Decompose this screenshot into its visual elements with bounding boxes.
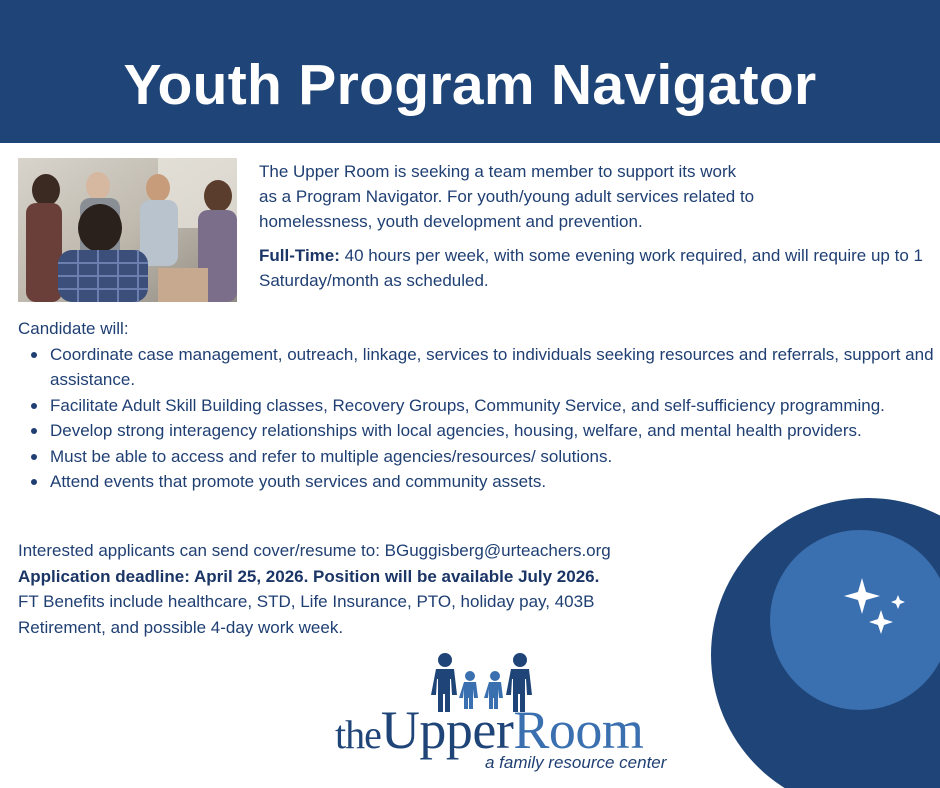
intro-line: as a Program Navigator. For youth/young adult services related to [259, 187, 755, 206]
logo-upper: Upper [380, 700, 514, 760]
sparkle-icon [844, 578, 905, 634]
list-item: Coordinate case management, outreach, linkage, services to individuals seeking resources and referrals, support and assistance. [50, 342, 940, 393]
intro-paragraph [259, 159, 931, 234]
logo-the: the [335, 712, 381, 757]
candidate-heading: Candidate will: [18, 319, 129, 338]
contact-line: Interested applicants can send cover/resume to: BGuggisberg@urteachers.org [18, 541, 611, 560]
group-meeting-photo [18, 158, 237, 302]
header-banner [0, 0, 940, 143]
benefits-line: Retirement, and possible 4-day work week. [18, 617, 344, 637]
intro-line: homelessness, youth development and prevention. [259, 212, 643, 231]
deadline-line: Application deadline: April 25, 2026. Position will be available July 2026. [18, 566, 600, 586]
benefits-line: FT Benefits include healthcare, STD, Life Insurance, PTO, holiday pay, 403B [18, 592, 595, 611]
page-title: Youth Program Navigator [123, 53, 817, 117]
fulltime-paragraph [259, 243, 931, 293]
list-item: Facilitate Adult Skill Building classes, Recovery Groups, Community Service, and self-sufficiency programming. [50, 393, 940, 419]
list-item: Attend events that promote youth services and community assets. [50, 469, 940, 495]
logo-tagline: a family resource center [485, 753, 667, 772]
list-item: Must be able to access and refer to multiple agencies/resources/ solutions. [50, 444, 940, 470]
candidate-section [18, 316, 940, 495]
application-section [18, 538, 718, 640]
intro-line: The Upper Room is seeking a team member to support its work [259, 162, 737, 181]
list-item: Develop strong interagency relationships with local agencies, housing, welfare, and mental health providers. [50, 418, 940, 444]
duties-list [18, 342, 940, 495]
intro-section [259, 159, 931, 293]
logo-room: Room [513, 700, 644, 760]
fulltime-text: 40 hours per week, with some evening work required, and will require up to 1 Saturday/month as scheduled. [259, 246, 923, 290]
fulltime-label: Full-Time: [259, 246, 340, 265]
